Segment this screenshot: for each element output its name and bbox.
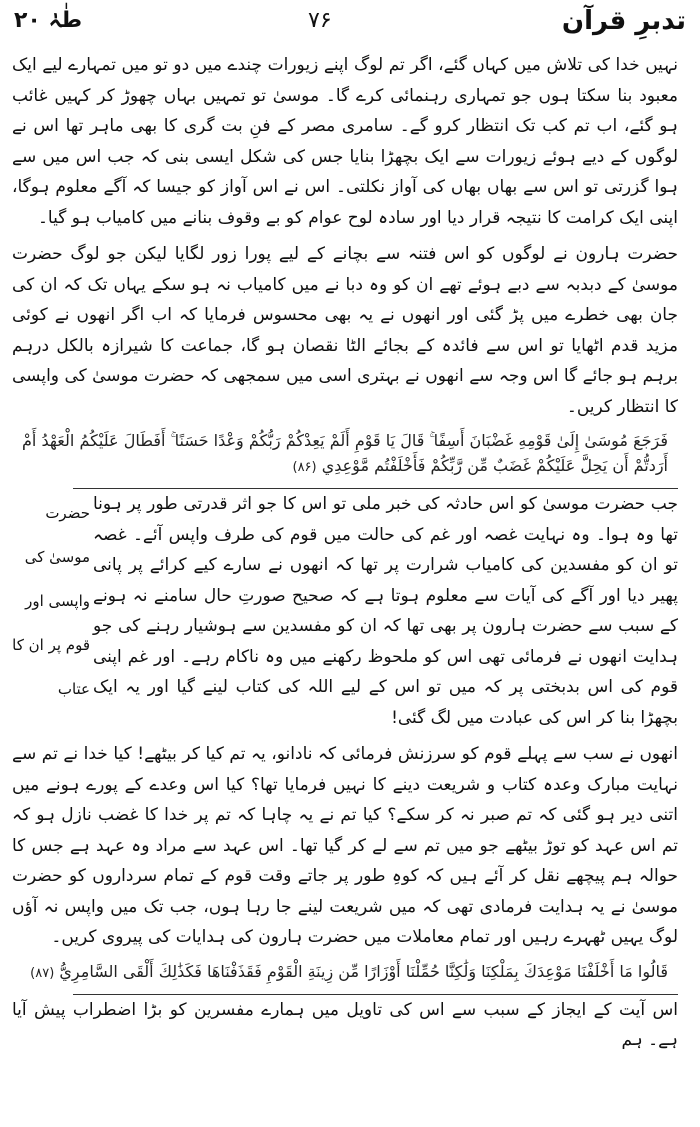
section-divider bbox=[73, 994, 678, 995]
page-folio-number: ۷۶ bbox=[308, 8, 332, 33]
verse-number: (۸۶) bbox=[292, 460, 317, 475]
surah-page-label: طٰہٰ ۲۰ bbox=[14, 8, 83, 33]
paragraph: انھوں نے سب سے پہلے قوم کو سرزنش فرمائی کہ نادانو، یہ تم کیا کر بیٹھے! کیا خدا نے تم سے نہایت مبارک وعدہ کتاب و شریعت دینے کا نہیں فرمایا تھا؟ کیا اس وعدے کے پورے ہونے میں اتنی دیر ہو گئی کہ تم صبر نہ کر سکے؟ کیا تم نے یہ چاہا کہ تم پر خدا کا غضب نازل ہو کہ تم اس عہد کو توڑ بیٹھے جو میں تم سے لے کر گیا تھا۔ اس عہد سے مراد وہ عہد ہے جس کا حوالہ ہم پیچھے نقل کر آئے ہیں کہ کوہِ طور پر جاتے وقت قوم کے تمام سرداروں کو حضرت موسیٰ نے یہ ہدایت فرمادی تھی کہ میں شریعت لینے جا رہا ہوں، جب تک میں واپس نہ آؤں لوگ یہیں ٹھہرے رہیں اور تمام معاملات میں حضرت ہارون کی ہدایات کی پیروی کریں۔ bbox=[12, 744, 678, 947]
paragraph: حضرت ہارون نے لوگوں کو اس فتنہ سے بچانے کے لیے پورا زور لگایا لیکن جو لوگ حضرت موسیٰ کے دبدبہ سے دبے ہوئے تھے ان کو وہ دبا نے میں کامیاب نہ ہو سکے یہاں تک کہ ان کی جان بھی خطرے میں پڑ گئی اور انھوں نے یہ بھی محسوس فرمایا کہ اب اگر انھوں نے کوئی مزید قدم اٹھایا تو اس سے فائدہ کے بجائے الٹا نقصان ہو گا، جماعت کا شیرازہ بالکل درہم برہم ہو جائے گا اس وجہ سے انھوں نے بہتری اسی میں سمجھی کہ حضرت موسیٰ کی واپسی کا انتظار کریں۔ bbox=[12, 244, 678, 417]
text-column bbox=[12, 50, 678, 1062]
paragraph: جب حضرت موسیٰ کو اس حادثہ کی خبر ملی تو اس کا جو اثر قدرتی طور پر ہونا تھا وہ ہوا۔ وہ نہایت غصہ اور غم کی حالت میں قوم کی طرف واپس آئے۔ غصہ تو ان کو مفسدین کی کامیاب شرارت پر تھا کہ انھوں نے سارے کیے کرائے پر پانی پھیر دیا اور آگے کی آیات سے معلوم ہوتا ہے کہ صحیح صورتِ حال سامنے نہ ہونے کے سبب سے حضرت ہارون پر بھی تھا کہ ان کو مفسدین سے ہوشیار رہنے کی جو ہدایت انھوں نے فرمائی تھی اس کو ملحوظ رکھنے میں وہ ناکام رہے۔ اور غم اپنی قوم کی اس بدبختی پر کہ میں تو اس کے لیے اللہ کی کتاب لینے گیا اور یہ ایک بچھڑا بنا کر اس کی عبادت میں لگ گئی! bbox=[93, 494, 678, 728]
book-title: تدبرِ قرآن bbox=[561, 6, 686, 36]
paragraph: اس آیت کے ایجاز کے سبب سے اس کی تاویل میں ہمارے مفسرین کو بڑا اضطراب پیش آیا ہے۔ ہم bbox=[12, 999, 678, 1050]
paragraph: نہیں خدا کی تلاش میں کہاں گئے، اگر تم لوگ اپنے زیورات چندے میں دو تو میں تمہارے لیے ایک معبود بنا سکتا ہوں جو تمہاری رہنمائی کرے گا۔ موسیٰ تو تمہیں بہاں چھوڑ کر کہیں غائب ہو گئے، اب تم کب تک انتظار کرو گے۔ سامری مصر کے فنِ بت گری کا بھی ماہر تھا اس نے لوگوں کے دیے ہوئے زیورات سے ایک بچھڑا بنایا جس کی شکل ایسی بنی کہ جب اس میں سے ہوا گزرتی تو اس سے بھاں بھاں کی آواز نکلتی۔ اس نے اس آواز کو جیسا کہ آگے معلوم ہوگا، اپنی ایک کرامت کا نتیجہ قرار دیا اور سادہ لوح عوام کو بے وقوف بنانے میں کامیاب ہو گیا۔ bbox=[12, 55, 678, 228]
verse-text: فَرَجَعَ مُوسَىٰ إِلَىٰ قَوْمِهِ غَضْبَانَ أَسِفًا ۚ قَالَ يَا قَوْمِ أَلَمْ يَعِدْكُمْ رَبُّكُمْ وَعْدًا حَسَنًا ۚ أَفَطَالَ عَلَيْكُمُ الْعَهْدُ أَمْ أَرَدتُّمْ أَن يَحِلَّ عَلَيْكُمْ غَضَبٌ مِّن رَّبِّكُمْ فَأَخْلَفْتُم مَّوْعِدِي bbox=[22, 431, 668, 475]
verse-number: (۸۷) bbox=[30, 965, 55, 981]
margin-heading: حضرت موسیٰ کی واپسی اور قوم پر ان کا عتاب bbox=[12, 504, 90, 698]
quran-verse bbox=[12, 959, 678, 986]
annotated-section bbox=[12, 489, 678, 733]
quran-verse bbox=[12, 428, 678, 480]
page-header bbox=[8, 6, 686, 44]
annotated-text bbox=[93, 489, 678, 733]
verse-text: قَالُوا مَا أَخْلَفْنَا مَوْعِدَكَ بِمَلْكِنَا وَلَٰكِنَّا حُمِّلْنَا أَوْزَارًا مِّن زِينَةِ الْقَوْمِ فَقَذَفْنَاهَا فَكَذَٰلِكَ أَلْقَى السَّامِرِيُّ bbox=[59, 961, 668, 981]
